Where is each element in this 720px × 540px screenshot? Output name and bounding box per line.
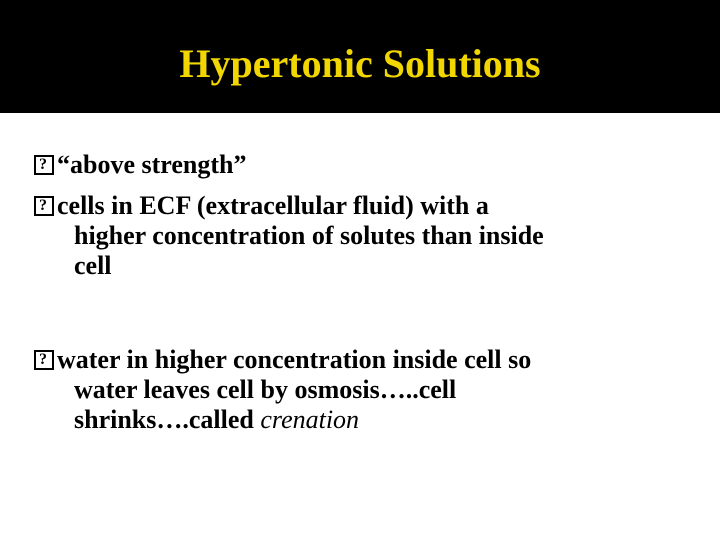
bullet-item (34, 345, 694, 435)
bullet-text: shrinks….called (74, 405, 261, 434)
emphasis-term: crenation (260, 405, 360, 434)
bullet-line: higher concentration of solutes than inside (74, 221, 544, 250)
bullet-text: cells in ECF (extracellular fluid) with a (57, 191, 489, 220)
bullet-text: water in higher concentration inside cell so (57, 345, 532, 374)
bullet-line: cell (74, 251, 112, 280)
bullet-item (34, 191, 694, 281)
bullet-text: “above strength” (57, 150, 247, 179)
bullet-item (34, 150, 694, 180)
bullet-glyph-icon (34, 350, 54, 370)
slide-title: Hypertonic Solutions (179, 41, 541, 86)
title-bar (0, 0, 720, 113)
bullet-line (34, 150, 694, 180)
bullet-glyph-icon (34, 196, 54, 216)
bullet-line: water leaves cell by osmosis…..cell (74, 375, 457, 404)
bullet-line (34, 191, 694, 221)
bullet-glyph-icon (34, 155, 54, 175)
bullet-line (34, 345, 694, 375)
bullet-line (34, 405, 694, 435)
